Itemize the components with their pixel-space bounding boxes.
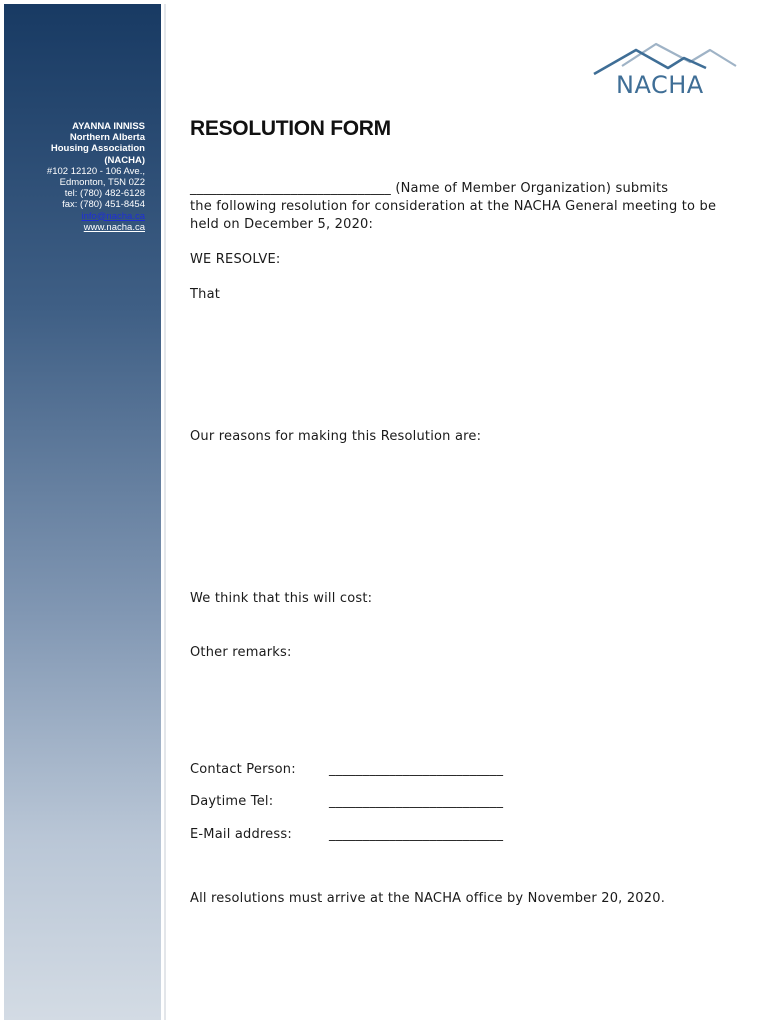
daytime-tel-label: Daytime Tel: [190, 794, 274, 809]
intro-line-1: ______________________________ (Name of Member Organization) submits [190, 181, 669, 196]
email-address-field[interactable]: __________________________ [329, 827, 504, 842]
reasons-label: Our reasons for making this Resolution are: [190, 429, 482, 444]
page-title: RESOLUTION FORM [190, 117, 391, 140]
address-line-1: #102 12120 - 106 Ave., [46, 165, 145, 177]
contact-person-row [190, 762, 503, 777]
cost-label: We think that this will cost: [190, 591, 373, 606]
contact-name: AYANNA INNISS [72, 121, 145, 132]
contact-person-label: Contact Person: [190, 762, 296, 777]
daytime-tel-row [190, 794, 503, 809]
organization-line-1: Northern Alberta [69, 132, 145, 144]
logo-text: NACHA [616, 71, 704, 98]
nacha-logo [592, 36, 738, 98]
contact-block [4, 121, 145, 233]
intro-line-2: the following resolution for consideration at the NACHA General meeting to be [190, 199, 717, 214]
remarks-label: Other remarks: [190, 645, 292, 660]
sidebar-divider [164, 4, 166, 1020]
contact-person-field[interactable]: __________________________ [329, 762, 504, 777]
intro-line-3: held on December 5, 2020: [190, 217, 374, 232]
organization-line-2: Housing Association [50, 143, 145, 155]
email-link[interactable]: info@nacha.ca [81, 210, 145, 222]
intro-paragraph [190, 180, 720, 234]
deadline-notice: All resolutions must arrive at the NACHA office by November 20, 2020. [190, 891, 666, 906]
website-link[interactable]: www.nacha.ca [83, 221, 145, 233]
organization-abbrev: (NACHA) [104, 154, 145, 166]
email-address-row [190, 827, 503, 842]
telephone: tel: (780) 482-6128 [64, 188, 145, 200]
we-resolve-heading: WE RESOLVE: [190, 252, 281, 267]
daytime-tel-field[interactable]: __________________________ [329, 794, 504, 809]
logo-roof-back [622, 44, 736, 66]
that-label: That [190, 287, 221, 302]
fax: fax: (780) 451-8454 [62, 199, 145, 211]
address-line-2: Edmonton, T5N 0Z2 [59, 177, 145, 189]
email-address-label: E-Mail address: [190, 827, 292, 842]
